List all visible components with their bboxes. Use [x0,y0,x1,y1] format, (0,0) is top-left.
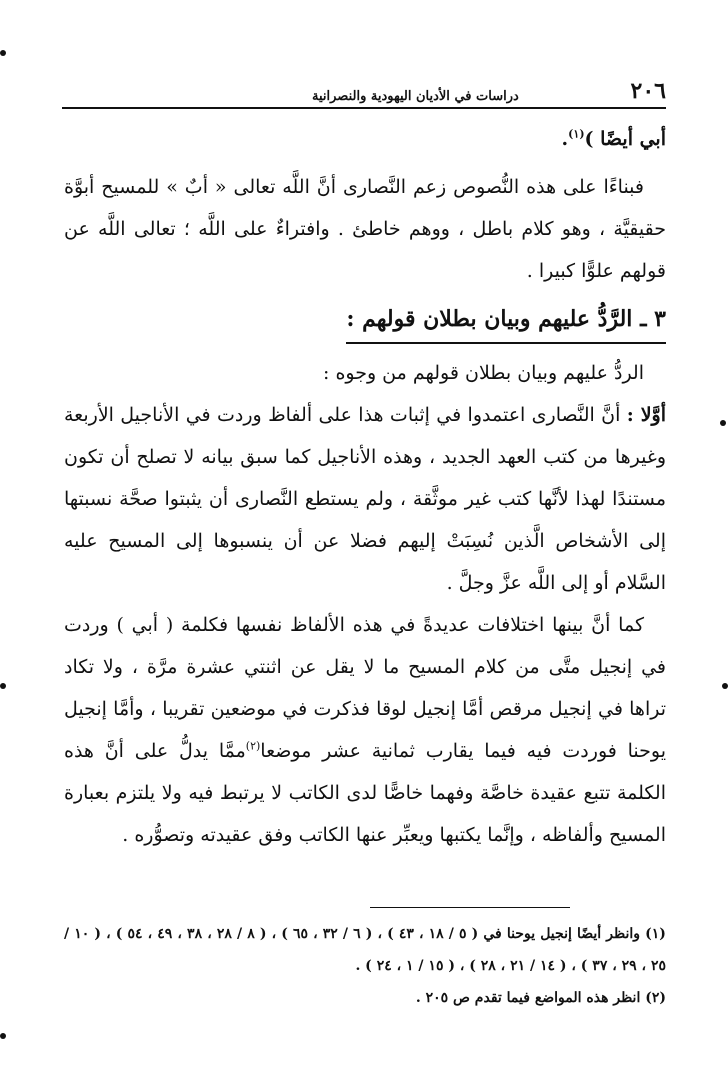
page-number: ٢٠٦ [630,78,666,104]
scan-mark [0,683,6,689]
scan-mark [0,50,6,56]
section-heading-text: ٣ ـ الرَّدُّ عليهم وبيان بطلان قولهم : [346,298,666,344]
paragraph-4-text-a: كما أنَّ بينها اختلافات عديدةً في هذه الألفاظ نفسها فكلمة ( أبي ) وردت في إنجيل متَّى من كلام المسيح ما لا يقل عن اثنتي عشرة مرَّة ، ولا تكاد تراها في إنجيل مرقص أمَّا إنجيل لوقا فذكرت في موضعين تقريبا ، وأمَّا إنجيل يوحنا فوردت فيه فيما يقارب ثمانية عشر موضعا [64,614,666,762]
footnote-rule [370,907,570,908]
footnote-1: (١) وانظر أيضًا إنجيل يوحنا في ( ٥ / ١٨ ، ٤٣ ) ، ( ٦ / ٣٢ ، ٦٥ ) ، ( ٨ / ٢٨ ، ٣٨ ، ٤٩ ، ٥٤ ) ، ( ١٠ / ٢٥ ، ٢٩ ، ٣٧ ) ، ( ١٤ / ٢١ ، ٢٨ ) ، ( ١٥ / ١ ، ٢٤ ) . [64,926,666,974]
page-body [64,118,666,856]
paragraph-3-text: أنَّ النَّصارى اعتمدوا في إثبات هذا على ألفاظ وردت في الأناجيل الأربعة وغيرها من كتب العهد الجديد ، وهذه الأناجيل كما سبق بيانه لا تصلح أن تكون مستندًا لهذا لأنَّها كتب غير موثَّقة ، ولم يستطع النَّصارى أن يثبتوا صحَّة نسبتها إلى الأشخاص الَّذين نُسِبَتْ إليهم فضلا عن أن ينسبوها إلى المسيح عليه السَّلام أو إلى اللَّه عزَّ وجلَّ . [64,404,666,594]
footnote-2: (٢) انظر هذه المواضع فيما تقدم ص ٢٠٥ . [415,990,666,1006]
footnote-ref-2: (٢) [245,739,261,753]
continuation-tail: . [561,128,569,150]
paragraph-3-lead: أوَّلا : [626,404,667,426]
paragraph-3 [64,394,666,604]
footnote-ref-1: (١) [568,127,585,141]
scan-mark [722,683,728,689]
scan-mark [0,1033,6,1039]
continuation-text: أبي أيضًا ) [584,128,666,150]
footnotes [64,918,666,1014]
scan-mark [720,420,726,426]
running-title: دراسات في الأديان اليهودية والنصرانية [312,89,519,104]
continuation-line [64,118,666,160]
section-heading [64,292,666,352]
paragraph-4-text-b: ممَّا يدلُّ على أنَّ هذه الكلمة تتبع عقيدة خاصَّة وفهما خاصًّا لدى الكاتب لا يرتبط فيه ولا يلتزم بعبارة المسيح وألفاظه ، وإنَّما يكتبها ويعبِّر عنها الكاتب وفق عقيدته وتصوُّره . [64,740,666,846]
page-header [62,78,666,104]
paragraph-1: فبناءًا على هذه النُّصوص زعم النَّصارى أنَّ اللَّه تعالى « أبٌ » للمسيح أبوَّة حقيقيَّة ، وهو كلام باطل ، ووهم خاطئ . وافتراءٌ على اللَّه ؛ تعالى اللَّه عن قولهم علوًّا كبيرا . [64,176,666,282]
header-rule [62,107,666,109]
paragraph-4 [64,604,666,856]
paragraph-2: الردُّ عليهم وبيان بطلان قولهم من وجوه : [323,362,644,384]
